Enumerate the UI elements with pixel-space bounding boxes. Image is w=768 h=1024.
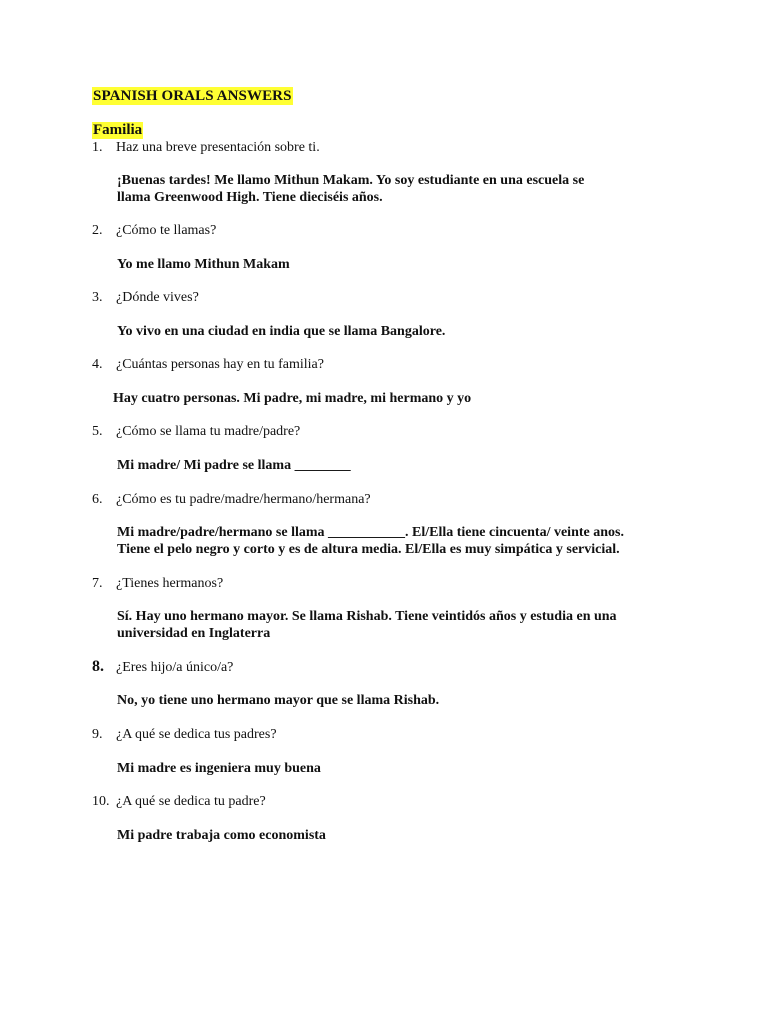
answer-7-line-1: Sí. Hay uno hermano mayor. Se llama Rishab. Tiene veintidós años y estudia en una [117, 609, 617, 624]
question-4 [92, 356, 324, 373]
answer-6-line-1: Mi madre/padre/hermano se llama ___________. El/Ella tiene cincuenta/ veinte anos. [117, 525, 624, 540]
question-7 [92, 575, 223, 592]
question-text: ¿A qué se dedica tu padre? [116, 794, 266, 809]
question-number: 4. [92, 357, 103, 372]
answer-3-line-1: Yo vivo en una ciudad en india que se llama Bangalore. [117, 324, 446, 339]
question-text: Haz una breve presentación sobre ti. [116, 140, 320, 155]
question-number: 9. [92, 727, 103, 742]
question-text: ¿Cómo es tu padre/madre/hermano/hermana? [116, 492, 371, 507]
question-number: 7. [92, 576, 103, 591]
question-number: 3. [92, 290, 103, 305]
question-8 [92, 658, 233, 676]
answer-1-line-1: ¡Buenas tardes! Me llamo Mithun Makam. Yo soy estudiante en una escuela se [117, 173, 585, 188]
question-6 [92, 491, 371, 508]
answer-8-line-1: No, yo tiene uno hermano mayor que se llama Rishab. [117, 693, 440, 708]
question-10 [92, 793, 266, 810]
question-text: ¿A qué se dedica tus padres? [116, 727, 277, 742]
question-text: ¿Eres hijo/a único/a? [116, 660, 234, 675]
question-9 [92, 726, 277, 743]
question-text: ¿Tienes hermanos? [116, 576, 224, 591]
question-2 [92, 222, 216, 239]
question-text: ¿Dónde vives? [116, 290, 199, 305]
section-heading: Familia [93, 122, 143, 138]
question-number: 2. [92, 223, 103, 238]
answer-4-line-1: Hay cuatro personas. Mi padre, mi madre, mi hermano y yo [113, 391, 472, 406]
question-number: 1. [92, 140, 103, 155]
answer-6-line-2: Tiene el pelo negro y corto y es de altura media. El/Ella es muy simpática y servicial. [117, 542, 620, 557]
document-title: SPANISH ORALS ANSWERS [93, 88, 292, 104]
answer-10-line-1: Mi padre trabaja como economista [117, 828, 326, 843]
question-number: 10. [92, 794, 110, 809]
question-text: ¿Cómo te llamas? [116, 223, 217, 238]
answer-1-line-2: llama Greenwood High. Tiene dieciséis años. [117, 190, 383, 205]
answer-2-line-1: Yo me llamo Mithun Makam [117, 257, 290, 272]
answer-9-line-1: Mi madre es ingeniera muy buena [117, 761, 321, 776]
question-text: ¿Cómo se llama tu madre/padre? [116, 424, 301, 439]
question-text: ¿Cuántas personas hay en tu familia? [116, 357, 324, 372]
question-number: 6. [92, 492, 103, 507]
question-3 [92, 289, 199, 306]
question-1 [92, 139, 320, 156]
answer-5-line-1: Mi madre/ Mi padre se llama ________ [117, 458, 351, 473]
question-number: 5. [92, 424, 103, 439]
question-5 [92, 423, 300, 440]
answer-7-line-2: universidad en Inglaterra [117, 626, 271, 641]
question-number: 8. [92, 658, 104, 675]
